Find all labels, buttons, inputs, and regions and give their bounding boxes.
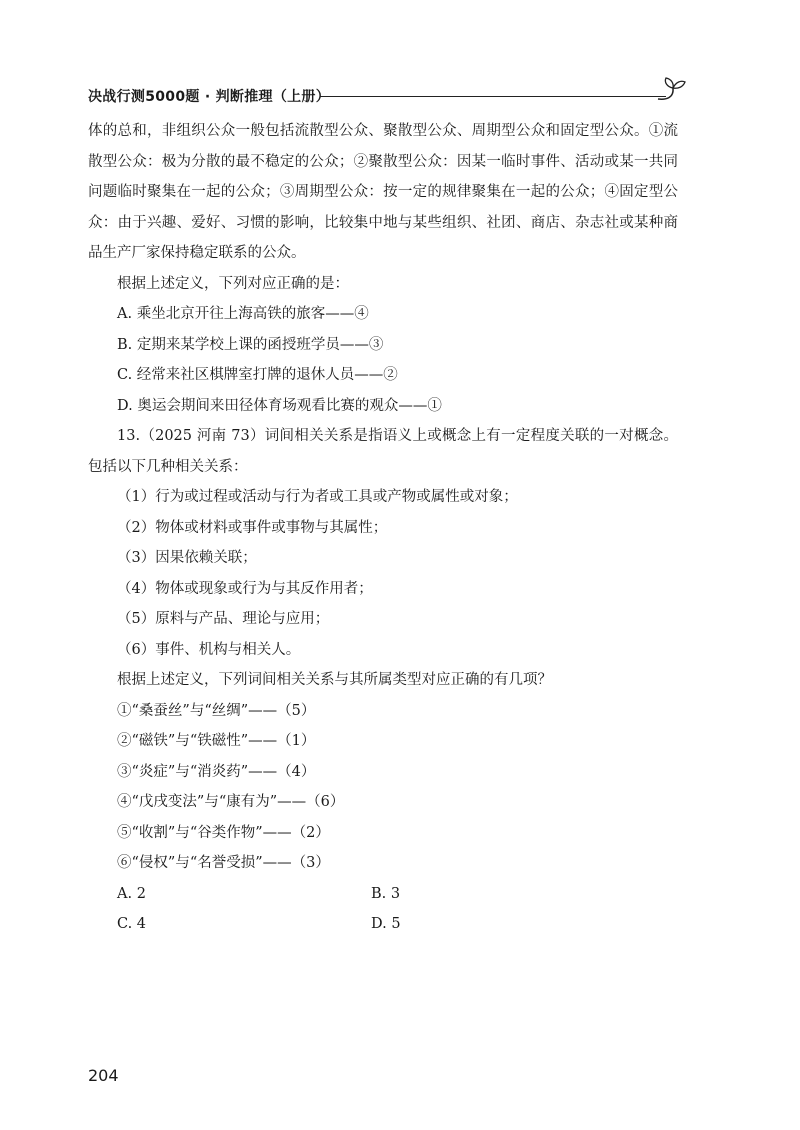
q13-choice-c: C. 4 [117, 916, 147, 932]
q12-option-b: B. 定期来某学校上课的函授班学员——③ [117, 336, 384, 353]
intro-paragraph: 体的总和，非组织公众一般包括流散型公众、聚散型公众、周期型公众和固定型公众。①流散型公众：极为分散的最不稳定的公众；②聚散型公众：因某一临时事件、活动或某一共同问题临时聚集在一起的公众；③周期型公众：按一定的规律聚集在一起的公众；④固定型公众：由于兴趣、爱好、习惯的影响，比较集中地与某些组织、社团、商店、杂志社或某种商品生产厂家保持稳定联系的公众。 [88, 123, 678, 261]
q13-item-2: ②“磁铁”与“铁磁性”——（1） [117, 733, 316, 749]
page-number: 204 [88, 1066, 119, 1085]
q13-choice-d: D. 5 [371, 916, 401, 932]
sprout-icon [654, 76, 688, 104]
q13-choice-b: B. 3 [371, 885, 401, 902]
q13-relation-3: （3）因果依赖关联； [117, 550, 257, 566]
q13-item-1: ①“桑蚕丝”与“丝绸”——（5） [117, 702, 316, 719]
q12-option-c: C. 经常来社区棋牌室打牌的退休人员——② [117, 367, 398, 383]
q13-relation-4: （4）物体或现象或行为与其反作用者； [117, 580, 373, 597]
q13-choice-a: A. 2 [117, 885, 146, 902]
q13-stem: 13.（2025 河南 73）词间相关关系是指语义上或概念上有一定程度关联的一对概念。包括以下几种相关关系： [88, 428, 678, 475]
q13-relation-5: （5）原料与产品、理论与应用； [117, 611, 330, 627]
running-header [88, 82, 692, 110]
page-content [88, 116, 678, 940]
q13-item-3: ③“炎症”与“消炎药”——（4） [117, 763, 316, 780]
q12-prompt: 根据上述定义，下列对应正确的是： [117, 275, 349, 292]
q13-relation-2: （2）物体或材料或事件或事物与其属性； [117, 519, 388, 536]
q13-relation-6: （6）事件、机构与相关人。 [117, 641, 301, 658]
q13-item-4: ④“戊戌变法”与“康有为”——（6） [117, 794, 345, 810]
q13-relation-1: （1）行为或过程或活动与行为者或工具或产物或属性或对象； [117, 489, 518, 505]
header-rule [320, 96, 666, 97]
q13-item-6: ⑥“侵权”与“名誉受损”——（3） [117, 855, 330, 871]
q13-choices [88, 879, 678, 940]
book-title: 决战行测5000题 · 判断推理（上册） [88, 89, 331, 105]
q12-option-a: A. 乘坐北京开往上海高铁的旅客——④ [117, 306, 369, 322]
q12-option-d: D. 奥运会期间来田径体育场观看比赛的观众——① [117, 397, 442, 414]
q13-item-5: ⑤“收割”与“谷类作物”——（2） [117, 824, 330, 841]
q13-prompt: 根据上述定义，下列词间相关关系与其所属类型对应正确的有几项？ [117, 672, 552, 688]
